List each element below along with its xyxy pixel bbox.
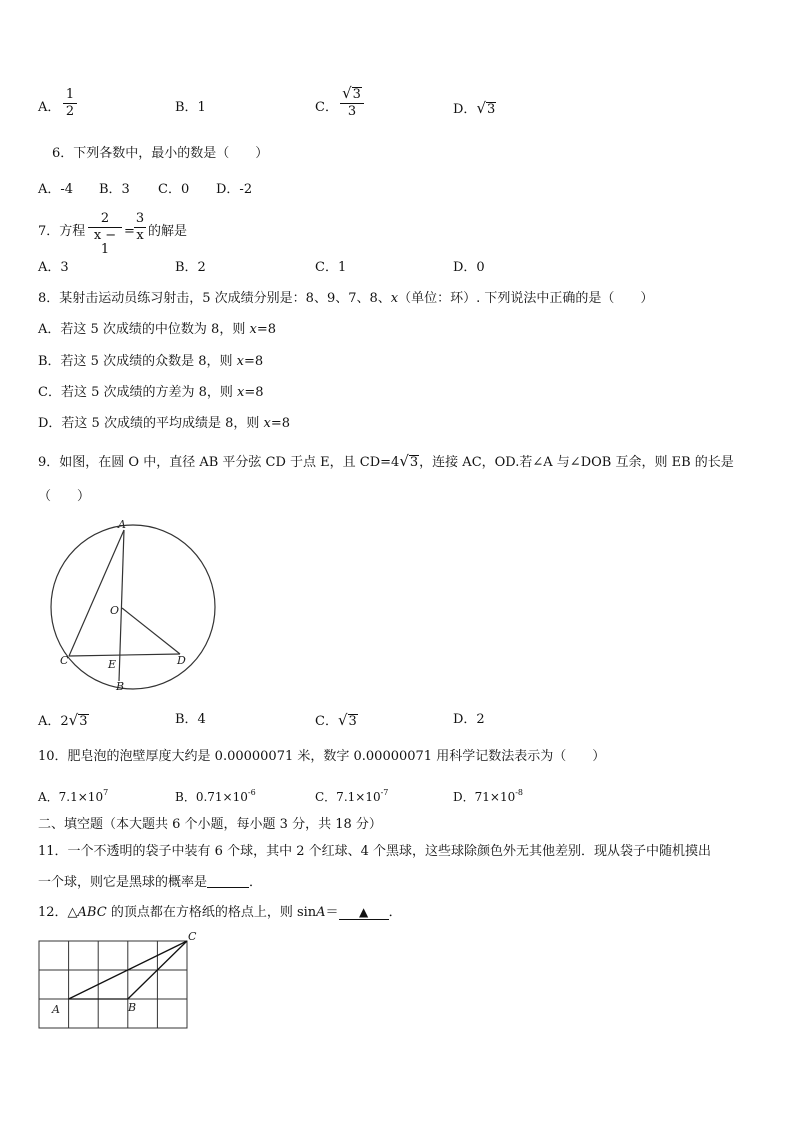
q9-circle: [51, 525, 215, 689]
q9-option-c: C．√3: [315, 711, 357, 729]
q5-option-d-radicand: 3: [487, 102, 496, 117]
q12-label-c: C: [188, 930, 197, 943]
q9-stem-line2: （ ）: [38, 489, 91, 504]
q9-label-a: A: [118, 518, 126, 531]
q10-option-a-exponent: 7: [103, 788, 109, 797]
q8-stem: [38, 291, 653, 307]
q9-segment-od: [122, 608, 180, 654]
q5-option-d: D．√3: [453, 99, 496, 117]
q12-label-a: A: [52, 1003, 60, 1016]
q12-stem: [38, 905, 402, 921]
q12-number: 12．: [38, 905, 68, 920]
q7-fraction-left: [88, 212, 122, 257]
q9-chord-cd: [69, 654, 180, 656]
q7-fraction-left-numerator: 2: [100, 211, 110, 226]
q7-fraction-right-numerator: 3: [135, 211, 145, 226]
q12-label-b: B: [128, 1001, 137, 1014]
q12-equals: ＝: [325, 905, 339, 920]
q5-option-a-fraction: [63, 88, 77, 119]
q9-option-d: D．2: [453, 712, 485, 727]
q8-option-b-value: =8: [243, 354, 264, 369]
q8-option-c-variable: x: [237, 385, 245, 400]
q9-option-a: A．2√3: [38, 711, 88, 729]
q8-option-a-text: A．若这 5 次成绩的中位数为 8，则: [38, 322, 250, 337]
q5-option-a-denominator: 2: [65, 104, 75, 119]
q11-answer-blank: [207, 875, 249, 888]
q10-option-c-base: C．7.1×10: [315, 790, 381, 804]
q9-diameter-ab: [119, 530, 124, 681]
q11-line2: [38, 875, 262, 891]
q11-line1: 11．一个不透明的袋子中装有 6 个球，其中 2 个红球、4 个黑球，这些球除颜色外无其他差别．现从袋子中随机摸出: [38, 844, 712, 859]
q7-equals: =: [124, 224, 135, 239]
q9-option-a-label: A．2: [38, 714, 69, 729]
q9-label-d: D: [177, 654, 186, 667]
q9-stem-radicand: 3: [409, 455, 419, 470]
q9-label-o: O: [110, 604, 120, 617]
q7-option-b: B．2: [175, 260, 206, 275]
q9-option-a-radicand: 3: [79, 714, 88, 729]
q7-option-d: D．0: [453, 260, 485, 275]
q8-stem-part1: 8．某射击运动员练习射击，5 次成绩分别是：8、9、7、8、: [38, 291, 391, 306]
q8-option-a-variable: x: [249, 322, 257, 337]
q8-stem-variable: x: [390, 291, 399, 306]
q9-label-e: E: [108, 658, 117, 671]
section-2-title: 二、填空题（本大题共 6 个小题，每小题 3 分，共 18 分）: [38, 817, 382, 832]
q7-option-a: A．3: [38, 260, 69, 275]
q8-option-b-text: B．若这 5 次成绩的众数是 8，则: [38, 354, 237, 369]
q12-triangle-symbol: △: [67, 905, 78, 920]
q6-option-a: A．-4: [38, 182, 74, 197]
q6-option-c: C．0: [158, 182, 190, 197]
q5-option-a-label: A．: [38, 100, 61, 115]
q10-option-d-exponent: -8: [515, 788, 524, 797]
q12-grid-figure: [36, 928, 206, 1032]
q5-option-c-denominator: 3: [347, 104, 357, 119]
q5-option-c-radicand: 3: [352, 87, 361, 102]
q7-fraction-right: [134, 212, 146, 243]
q9-option-c-label: C．: [315, 714, 338, 729]
q10-option-d: [453, 785, 523, 805]
q8-stem-part2: （单位：环）. 下列说法中正确的是（ ）: [398, 291, 654, 306]
q8-option-c-text: C．若这 5 次成绩的方差为 8，则: [38, 385, 238, 400]
q12-answer-blank: ▲: [339, 905, 389, 920]
q8-option-c: [38, 385, 264, 401]
q7-stem-prefix: 7．方程: [38, 224, 86, 239]
q10-option-c: [315, 785, 388, 805]
q7-fraction-left-denominator: x − 1: [93, 228, 117, 257]
q7-fraction-right-denominator: x: [136, 228, 144, 243]
q10-option-c-exponent: -7: [380, 788, 389, 797]
q12-stem-end: ．: [388, 905, 402, 920]
q9-option-b: B．4: [175, 712, 206, 727]
q10-option-a: [38, 785, 108, 805]
q10-option-b-exponent: -6: [247, 788, 256, 797]
q8-option-b-variable: x: [236, 354, 244, 369]
q5-option-b: B．1: [175, 100, 206, 115]
q9-label-b: B: [116, 680, 125, 693]
q9-segment-ac: [69, 530, 124, 656]
q12-triangle-name: ABC: [77, 905, 107, 920]
q9-label-c: C: [60, 654, 69, 667]
q12-stem-text: 的顶点都在方格纸的格点上，则 sin: [106, 905, 317, 920]
q9-stem-line1: 9．如图，在圆 O 中，直径 AB 平分弦 CD 于点 E，且 CD=4√3，连接 AC，OD.若∠A 与∠DOB 互余，则 EB 的长是: [38, 452, 734, 470]
q11-line2-end: ．: [249, 875, 263, 890]
q7-stem-suffix: 的解是: [148, 224, 188, 239]
q7-option-c: C．1: [315, 260, 347, 275]
q8-option-b: [38, 354, 263, 370]
q11-line2-text: 一个球，则它是黑球的概率是: [38, 875, 208, 890]
q5-option-c-label: C．: [315, 100, 338, 115]
q12-grid: [39, 941, 187, 1028]
q10-stem: 10．肥皂泡的泡壁厚度大约是 0.00000071 米，数字 0.00000071 用科学记数法表示为（ ）: [38, 749, 606, 764]
q5-option-c-fraction: √3 3: [340, 86, 364, 119]
q8-option-d: [38, 416, 290, 432]
q8-option-c-value: =8: [244, 385, 264, 400]
q10-option-a-base: A．7.1×10: [38, 790, 104, 804]
q12-angle-variable: A: [316, 905, 326, 920]
q8-option-d-text: D．若这 5 次成绩的平均成绩是 8，则: [38, 416, 264, 431]
q10-option-b-base: B．0.71×10: [175, 790, 248, 804]
q8-option-d-value: =8: [270, 416, 291, 431]
q9-stem-part1: 9．如图，在圆 O 中，直径 AB 平分弦 CD 于点 E，且 CD=4: [38, 455, 400, 470]
q9-stem-part2: ，连接 AC，OD.若∠A 与∠DOB 互余，则 EB 的长是: [419, 455, 734, 470]
q10-option-d-base: D．71×10: [453, 790, 516, 804]
q10-option-b: [175, 785, 256, 805]
q8-option-a-value: =8: [256, 322, 276, 337]
q6-option-b: B．3: [99, 182, 130, 197]
q6-option-d: D．-2: [216, 182, 253, 197]
q6-stem: 6．下列各数中，最小的数是（ ）: [52, 146, 269, 161]
q9-option-c-radicand: 3: [348, 714, 357, 729]
q8-option-d-variable: x: [263, 416, 271, 431]
q5-option-d-label: D．: [453, 102, 477, 117]
q9-circle-figure: [40, 518, 230, 698]
q5-option-a-numerator: 1: [65, 87, 75, 102]
q8-option-a: [38, 322, 276, 338]
